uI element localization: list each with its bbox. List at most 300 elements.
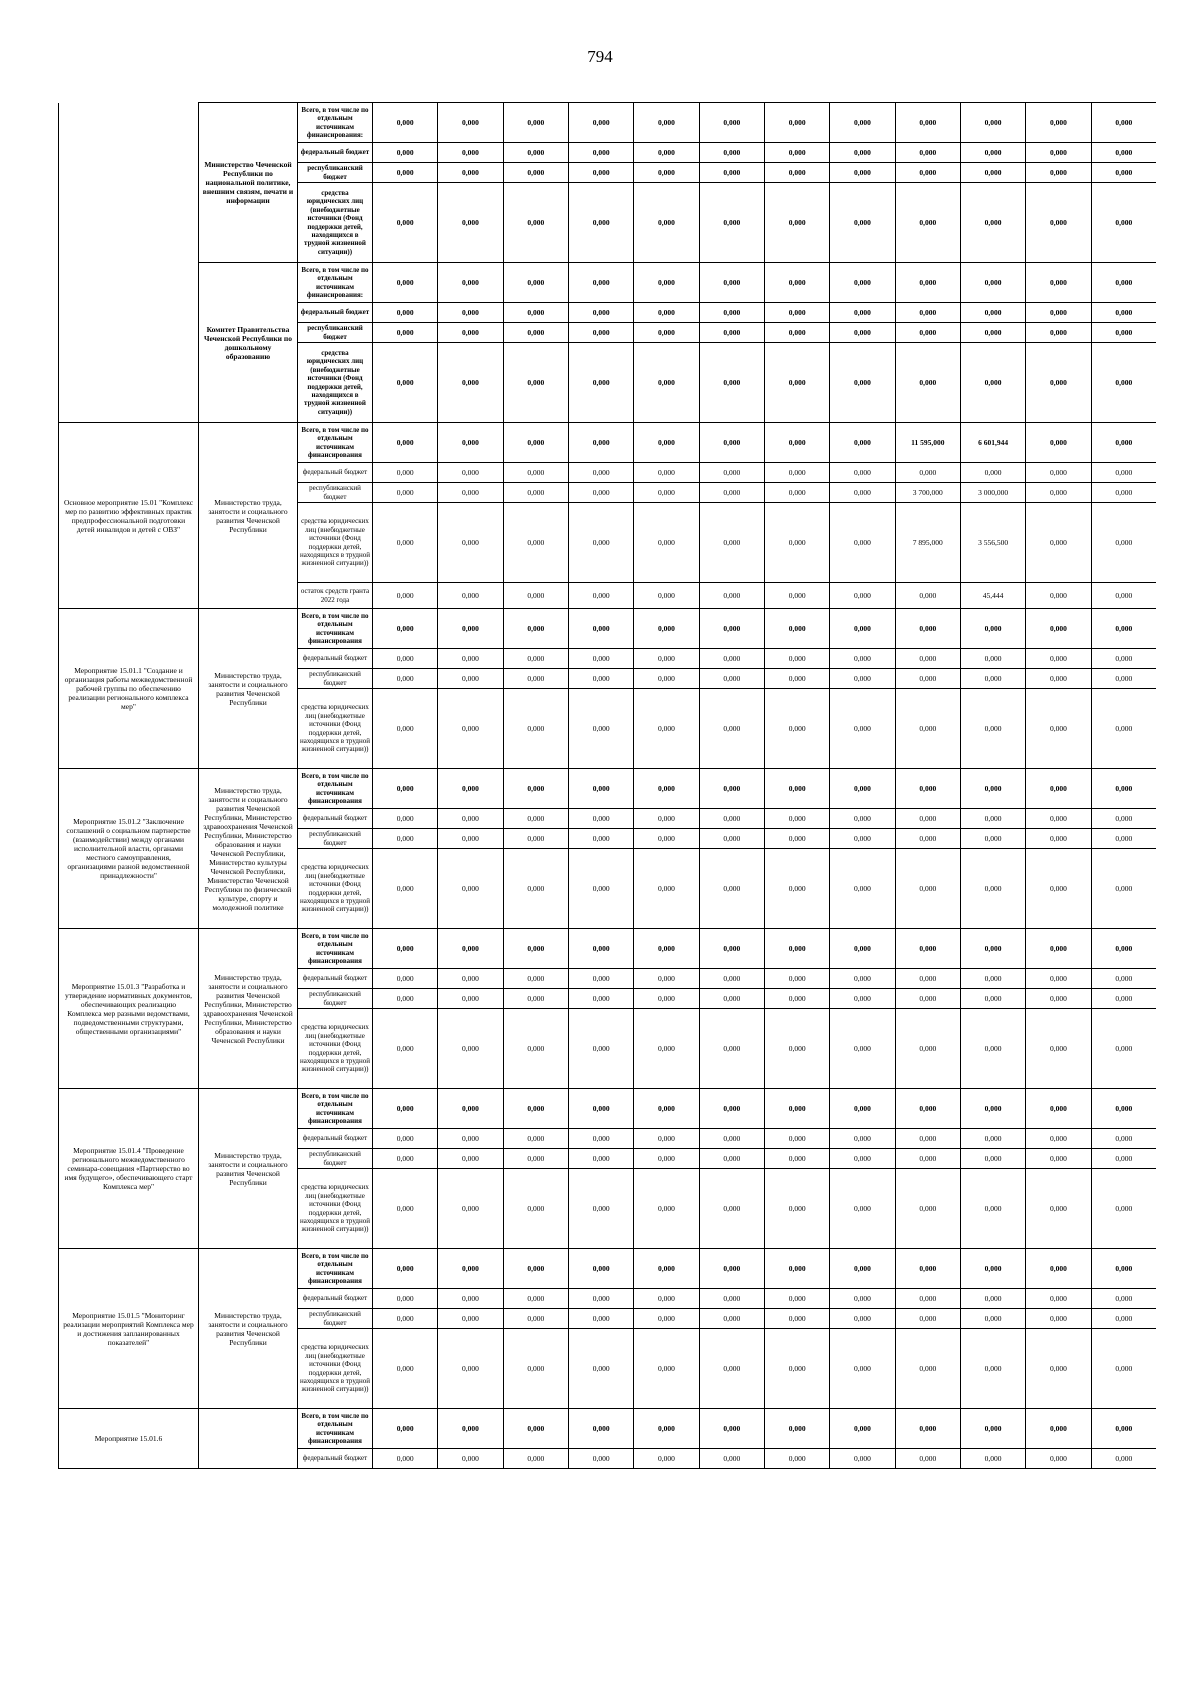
funding-source-cell: Всего, в том числе по отдельным источникам финансирования (298, 1409, 373, 1449)
value-cell: 0,000 (764, 1309, 829, 1329)
value-cell: 0,000 (764, 343, 829, 423)
value-cell: 0,000 (634, 1449, 699, 1469)
executor-cell (199, 1409, 298, 1469)
value-cell: 0,000 (830, 1249, 895, 1289)
executor-cell: Министерство Чеченской Республики по национальной политике, внешним связям, печати и информации (199, 103, 298, 263)
value-cell: 0,000 (830, 1149, 895, 1169)
value-cell: 0,000 (634, 1129, 699, 1149)
value-cell: 0,000 (895, 263, 960, 303)
value-cell: 0,000 (764, 103, 829, 143)
value-cell: 0,000 (1091, 1249, 1156, 1289)
value-cell: 0,000 (503, 769, 568, 809)
value-cell: 0,000 (438, 609, 503, 649)
value-cell: 0,000 (830, 989, 895, 1009)
financing-table-container (58, 102, 1156, 1686)
value-cell: 0,000 (895, 183, 960, 263)
value-cell: 0,000 (1026, 1129, 1091, 1149)
value-cell: 0,000 (503, 1249, 568, 1289)
value-cell: 0,000 (960, 829, 1025, 849)
value-cell: 0,000 (1026, 689, 1091, 769)
value-cell: 0,000 (960, 1149, 1025, 1169)
value-cell: 0,000 (568, 163, 633, 183)
value-cell: 0,000 (503, 1329, 568, 1409)
value-cell: 0,000 (960, 1329, 1025, 1409)
value-cell: 0,000 (895, 1149, 960, 1169)
value-cell: 0,000 (895, 1289, 960, 1309)
value-cell: 0,000 (1026, 969, 1091, 989)
value-cell: 0,000 (373, 669, 438, 689)
funding-source-cell: республиканский бюджет (298, 1149, 373, 1169)
value-cell: 0,000 (960, 669, 1025, 689)
value-cell: 0,000 (895, 669, 960, 689)
value-cell: 0,000 (373, 1009, 438, 1089)
value-cell: 0,000 (1091, 423, 1156, 463)
value-cell: 0,000 (699, 1329, 764, 1409)
value-cell: 0,000 (438, 303, 503, 323)
value-cell: 0,000 (438, 1289, 503, 1309)
value-cell: 0,000 (1091, 463, 1156, 483)
value-cell: 0,000 (438, 263, 503, 303)
value-cell: 0,000 (764, 1289, 829, 1309)
value-cell: 0,000 (1026, 343, 1091, 423)
value-cell: 0,000 (634, 583, 699, 609)
value-cell: 0,000 (1091, 1169, 1156, 1249)
value-cell: 0,000 (1091, 303, 1156, 323)
value-cell: 0,000 (895, 829, 960, 849)
value-cell: 0,000 (438, 929, 503, 969)
value-cell: 0,000 (699, 809, 764, 829)
table-row (59, 769, 1157, 809)
funding-source-cell: средства юридических лиц (внебюджетные источники (Фонд поддержки детей, находящихся в трудной жизненной ситуации)) (298, 183, 373, 263)
event-cell: Мероприятие 15.01.1 "Создание и организация работы межведомственной рабочей группы по обеспечению реализации регионального комплекса мер" (59, 609, 199, 769)
value-cell: 0,000 (830, 669, 895, 689)
value-cell: 0,000 (634, 829, 699, 849)
value-cell: 0,000 (895, 1249, 960, 1289)
value-cell: 0,000 (960, 143, 1025, 163)
value-cell: 0,000 (503, 1289, 568, 1309)
funding-source-cell: федеральный бюджет (298, 969, 373, 989)
funding-source-cell: Всего, в том числе по отдельным источникам финансирования (298, 1249, 373, 1289)
value-cell: 0,000 (1091, 483, 1156, 503)
value-cell: 0,000 (699, 423, 764, 463)
value-cell: 0,000 (373, 483, 438, 503)
funding-source-cell: федеральный бюджет (298, 1289, 373, 1309)
value-cell: 0,000 (1091, 103, 1156, 143)
value-cell: 0,000 (1026, 609, 1091, 649)
value-cell: 0,000 (895, 929, 960, 969)
value-cell: 0,000 (1026, 769, 1091, 809)
value-cell: 0,000 (960, 1449, 1025, 1469)
event-cell: Мероприятие 15.01.6 (59, 1409, 199, 1469)
value-cell: 0,000 (764, 1149, 829, 1169)
value-cell: 0,000 (438, 143, 503, 163)
value-cell: 0,000 (699, 1289, 764, 1309)
value-cell: 0,000 (764, 263, 829, 303)
value-cell: 0,000 (373, 143, 438, 163)
value-cell: 0,000 (503, 649, 568, 669)
value-cell: 0,000 (895, 1409, 960, 1449)
value-cell: 0,000 (503, 183, 568, 263)
value-cell: 0,000 (699, 1129, 764, 1149)
value-cell: 0,000 (634, 1149, 699, 1169)
value-cell: 0,000 (960, 1249, 1025, 1289)
value-cell: 0,000 (830, 583, 895, 609)
value-cell: 0,000 (1026, 1309, 1091, 1329)
value-cell: 0,000 (895, 343, 960, 423)
value-cell: 0,000 (438, 343, 503, 423)
value-cell: 0,000 (568, 1329, 633, 1409)
executor-cell: Министерство труда, занятости и социального развития Чеченской Республики, Министерство здравоохранения Чеченской Республики, Министерство образования и науки Чеченской Республики (199, 929, 298, 1089)
value-cell: 0,000 (1026, 143, 1091, 163)
value-cell: 0,000 (1026, 929, 1091, 969)
value-cell: 0,000 (764, 1009, 829, 1089)
value-cell: 0,000 (503, 829, 568, 849)
funding-source-cell: средства юридических лиц (внебюджетные источники (Фонд поддержки детей, находящихся в трудной жизненной ситуации)) (298, 1009, 373, 1089)
value-cell: 0,000 (699, 849, 764, 929)
value-cell: 0,000 (1091, 969, 1156, 989)
value-cell: 0,000 (895, 103, 960, 143)
value-cell: 0,000 (764, 1089, 829, 1129)
value-cell: 0,000 (568, 503, 633, 583)
value-cell: 0,000 (764, 1249, 829, 1289)
value-cell: 0,000 (960, 989, 1025, 1009)
value-cell: 0,000 (764, 1169, 829, 1249)
value-cell: 0,000 (634, 769, 699, 809)
value-cell: 0,000 (1091, 503, 1156, 583)
value-cell: 0,000 (1091, 1089, 1156, 1129)
value-cell: 0,000 (568, 969, 633, 989)
value-cell: 0,000 (830, 103, 895, 143)
value-cell: 0,000 (503, 1129, 568, 1149)
value-cell: 0,000 (830, 769, 895, 809)
value-cell: 0,000 (1026, 829, 1091, 849)
value-cell: 0,000 (373, 103, 438, 143)
value-cell: 0,000 (699, 829, 764, 849)
value-cell: 0,000 (699, 1169, 764, 1249)
value-cell: 0,000 (1026, 849, 1091, 929)
value-cell: 0,000 (373, 1449, 438, 1469)
value-cell: 0,000 (503, 103, 568, 143)
value-cell: 0,000 (699, 143, 764, 163)
table-row (59, 103, 1157, 143)
value-cell: 0,000 (503, 669, 568, 689)
value-cell: 0,000 (1026, 263, 1091, 303)
table-row (59, 929, 1157, 969)
value-cell: 0,000 (1091, 989, 1156, 1009)
value-cell: 0,000 (438, 423, 503, 463)
value-cell: 0,000 (634, 303, 699, 323)
value-cell: 0,000 (373, 769, 438, 809)
value-cell: 0,000 (1026, 163, 1091, 183)
value-cell: 0,000 (1026, 423, 1091, 463)
value-cell: 0,000 (830, 1089, 895, 1129)
value-cell: 0,000 (503, 1309, 568, 1329)
value-cell: 0,000 (895, 1309, 960, 1329)
value-cell: 0,000 (1091, 143, 1156, 163)
value-cell: 0,000 (373, 1309, 438, 1329)
value-cell: 0,000 (438, 1089, 503, 1129)
value-cell: 0,000 (634, 423, 699, 463)
value-cell: 0,000 (373, 1089, 438, 1129)
value-cell: 0,000 (830, 1009, 895, 1089)
event-cell: Мероприятие 15.01.3 "Разработка и утверждение нормативных документов, обеспечивающих реализацию Комплекса мер разными ведомствами, подведомственными структурами, общественными организациями" (59, 929, 199, 1089)
value-cell: 0,000 (960, 323, 1025, 343)
funding-source-cell: республиканский бюджет (298, 483, 373, 503)
value-cell: 0,000 (568, 649, 633, 669)
value-cell: 0,000 (568, 423, 633, 463)
value-cell: 0,000 (895, 583, 960, 609)
value-cell: 0,000 (438, 969, 503, 989)
funding-source-cell: республиканский бюджет (298, 989, 373, 1009)
value-cell: 0,000 (699, 649, 764, 669)
value-cell: 0,000 (895, 463, 960, 483)
value-cell: 0,000 (1026, 503, 1091, 583)
value-cell: 0,000 (764, 463, 829, 483)
value-cell: 0,000 (373, 323, 438, 343)
value-cell: 0,000 (503, 1149, 568, 1169)
value-cell: 0,000 (503, 1009, 568, 1089)
value-cell: 0,000 (634, 1329, 699, 1409)
value-cell: 0,000 (830, 323, 895, 343)
value-cell: 0,000 (830, 163, 895, 183)
value-cell: 0,000 (634, 809, 699, 829)
table-row (59, 1089, 1157, 1129)
value-cell: 0,000 (830, 1329, 895, 1409)
value-cell: 0,000 (634, 503, 699, 583)
value-cell: 11 595,000 (895, 423, 960, 463)
value-cell: 0,000 (438, 103, 503, 143)
value-cell: 0,000 (568, 1309, 633, 1329)
value-cell: 0,000 (960, 1009, 1025, 1089)
value-cell: 0,000 (764, 503, 829, 583)
value-cell: 0,000 (1091, 1149, 1156, 1169)
value-cell: 0,000 (634, 849, 699, 929)
value-cell: 0,000 (1091, 769, 1156, 809)
value-cell: 0,000 (699, 929, 764, 969)
value-cell: 0,000 (764, 423, 829, 463)
funding-source-cell: федеральный бюджет (298, 143, 373, 163)
value-cell: 0,000 (373, 1169, 438, 1249)
value-cell: 0,000 (438, 769, 503, 809)
funding-source-cell: средства юридических лиц (внебюджетные источники (Фонд поддержки детей, находящихся в трудной жизненной ситуации)) (298, 503, 373, 583)
value-cell: 0,000 (895, 323, 960, 343)
value-cell: 0,000 (634, 263, 699, 303)
value-cell: 0,000 (699, 583, 764, 609)
value-cell: 0,000 (1026, 583, 1091, 609)
value-cell: 0,000 (1026, 1289, 1091, 1309)
value-cell: 0,000 (960, 929, 1025, 969)
value-cell: 0,000 (373, 503, 438, 583)
value-cell: 0,000 (764, 989, 829, 1009)
value-cell: 0,000 (699, 1089, 764, 1129)
value-cell: 0,000 (764, 929, 829, 969)
value-cell: 0,000 (960, 969, 1025, 989)
value-cell: 0,000 (1091, 669, 1156, 689)
event-cell: Мероприятие 15.01.2 "Заключение соглашений о социальном партнерстве (взаимодействии) между органами исполнительной власти, органами местного самоуправления, организациями разной ведомственной принадлежности" (59, 769, 199, 929)
value-cell: 0,000 (830, 143, 895, 163)
value-cell: 0,000 (373, 1289, 438, 1309)
value-cell: 0,000 (895, 649, 960, 669)
value-cell: 0,000 (699, 669, 764, 689)
value-cell: 0,000 (895, 989, 960, 1009)
value-cell: 0,000 (634, 989, 699, 1009)
value-cell: 0,000 (1091, 343, 1156, 423)
executor-cell: Министерство труда, занятости и социального развития Чеченской Республики (199, 1089, 298, 1249)
funding-source-cell: остаток средств гранта 2022 года (298, 583, 373, 609)
value-cell: 0,000 (634, 969, 699, 989)
value-cell: 0,000 (438, 989, 503, 1009)
value-cell: 0,000 (438, 463, 503, 483)
value-cell: 0,000 (764, 689, 829, 769)
value-cell: 0,000 (634, 1089, 699, 1129)
value-cell: 0,000 (830, 929, 895, 969)
funding-source-cell: Всего, в том числе по отдельным источникам финансирования (298, 929, 373, 969)
value-cell: 0,000 (503, 689, 568, 769)
value-cell: 0,000 (373, 609, 438, 649)
value-cell: 0,000 (373, 969, 438, 989)
executor-cell: Министерство труда, занятости и социального развития Чеченской Республики, Министерство здравоохранения Чеченской Республики, Министерство образования и науки Чеченской Республики, Министерство культуры Чеченской Республики, Министерство Чеченской Республики по физической культуре, спорту и молодежной политике (199, 769, 298, 929)
value-cell: 0,000 (373, 989, 438, 1009)
value-cell: 0,000 (373, 689, 438, 769)
funding-source-cell: федеральный бюджет (298, 303, 373, 323)
funding-source-cell: федеральный бюджет (298, 809, 373, 829)
funding-source-cell: республиканский бюджет (298, 669, 373, 689)
value-cell: 0,000 (895, 689, 960, 769)
value-cell: 0,000 (699, 263, 764, 303)
value-cell: 0,000 (438, 183, 503, 263)
value-cell: 0,000 (568, 609, 633, 649)
value-cell: 0,000 (830, 829, 895, 849)
value-cell: 0,000 (830, 463, 895, 483)
value-cell: 0,000 (960, 1409, 1025, 1449)
value-cell: 0,000 (764, 483, 829, 503)
value-cell: 0,000 (568, 143, 633, 163)
value-cell: 0,000 (634, 1289, 699, 1309)
value-cell: 0,000 (373, 163, 438, 183)
value-cell: 6 601,944 (960, 423, 1025, 463)
value-cell: 0,000 (1091, 1289, 1156, 1309)
value-cell: 0,000 (895, 1449, 960, 1469)
value-cell: 0,000 (1091, 583, 1156, 609)
table-row (59, 1249, 1157, 1289)
value-cell: 0,000 (1091, 929, 1156, 969)
value-cell: 0,000 (634, 183, 699, 263)
value-cell: 3 556,500 (960, 503, 1025, 583)
value-cell: 0,000 (634, 1309, 699, 1329)
value-cell: 0,000 (373, 929, 438, 969)
value-cell: 0,000 (895, 1009, 960, 1089)
executor-cell: Министерство труда, занятости и социального развития Чеченской Республики (199, 423, 298, 609)
value-cell: 0,000 (830, 303, 895, 323)
funding-source-cell: республиканский бюджет (298, 323, 373, 343)
value-cell: 0,000 (699, 1249, 764, 1289)
value-cell: 0,000 (764, 609, 829, 649)
value-cell: 0,000 (895, 303, 960, 323)
value-cell: 0,000 (699, 103, 764, 143)
value-cell: 0,000 (568, 1089, 633, 1129)
value-cell: 0,000 (634, 323, 699, 343)
value-cell: 0,000 (438, 809, 503, 829)
value-cell: 0,000 (438, 689, 503, 769)
funding-source-cell: средства юридических лиц (внебюджетные источники (Фонд поддержки детей, находящихся в трудной жизненной ситуации)) (298, 1169, 373, 1249)
funding-source-cell: республиканский бюджет (298, 163, 373, 183)
value-cell: 0,000 (503, 929, 568, 969)
value-cell: 0,000 (960, 609, 1025, 649)
table-row (59, 1409, 1157, 1449)
value-cell: 0,000 (960, 1309, 1025, 1329)
value-cell: 0,000 (699, 1409, 764, 1449)
value-cell: 0,000 (438, 483, 503, 503)
value-cell: 0,000 (960, 183, 1025, 263)
value-cell: 0,000 (895, 143, 960, 163)
value-cell: 3 700,000 (895, 483, 960, 503)
value-cell: 0,000 (373, 1249, 438, 1289)
value-cell: 0,000 (503, 609, 568, 649)
value-cell: 0,000 (699, 989, 764, 1009)
value-cell: 0,000 (960, 849, 1025, 929)
value-cell: 0,000 (568, 303, 633, 323)
value-cell: 0,000 (1091, 649, 1156, 669)
value-cell: 0,000 (830, 1169, 895, 1249)
value-cell: 0,000 (699, 503, 764, 583)
value-cell: 0,000 (895, 1129, 960, 1149)
funding-source-cell: Всего, в том числе по отдельным источникам финансирования (298, 423, 373, 463)
value-cell: 0,000 (634, 609, 699, 649)
value-cell: 0,000 (960, 163, 1025, 183)
value-cell: 0,000 (830, 809, 895, 829)
event-cell (59, 103, 199, 423)
value-cell: 0,000 (1091, 849, 1156, 929)
funding-source-cell: республиканский бюджет (298, 1309, 373, 1329)
value-cell: 0,000 (830, 343, 895, 423)
funding-source-cell: Всего, в том числе по отдельным источникам финансирования (298, 609, 373, 649)
value-cell: 0,000 (634, 1409, 699, 1449)
value-cell: 0,000 (568, 849, 633, 929)
value-cell: 0,000 (830, 1409, 895, 1449)
value-cell: 0,000 (895, 163, 960, 183)
value-cell: 0,000 (960, 1169, 1025, 1249)
value-cell: 0,000 (1091, 1309, 1156, 1329)
value-cell: 0,000 (503, 483, 568, 503)
value-cell: 0,000 (438, 1249, 503, 1289)
funding-source-cell: Всего, в том числе по отдельным источникам финансирования (298, 1089, 373, 1129)
funding-source-cell: федеральный бюджет (298, 1129, 373, 1149)
value-cell: 0,000 (568, 483, 633, 503)
funding-source-cell: средства юридических лиц (внебюджетные источники (Фонд поддержки детей, находящихся в трудной жизненной ситуации)) (298, 689, 373, 769)
value-cell: 0,000 (568, 323, 633, 343)
value-cell: 0,000 (895, 849, 960, 929)
value-cell: 0,000 (373, 829, 438, 849)
value-cell: 0,000 (373, 463, 438, 483)
value-cell: 0,000 (960, 769, 1025, 809)
value-cell: 0,000 (895, 769, 960, 809)
value-cell: 45,444 (960, 583, 1025, 609)
value-cell: 0,000 (438, 1129, 503, 1149)
value-cell: 0,000 (764, 829, 829, 849)
value-cell: 0,000 (1026, 1009, 1091, 1089)
table-row (59, 423, 1157, 463)
value-cell: 0,000 (1026, 463, 1091, 483)
value-cell: 0,000 (568, 669, 633, 689)
value-cell: 3 000,000 (960, 483, 1025, 503)
value-cell: 0,000 (764, 669, 829, 689)
value-cell: 0,000 (699, 1149, 764, 1169)
value-cell: 0,000 (830, 183, 895, 263)
value-cell: 0,000 (438, 1309, 503, 1329)
funding-source-cell: федеральный бюджет (298, 1449, 373, 1469)
value-cell: 0,000 (764, 1329, 829, 1409)
funding-source-cell: Всего, в том числе по отдельным источникам финансирования (298, 769, 373, 809)
